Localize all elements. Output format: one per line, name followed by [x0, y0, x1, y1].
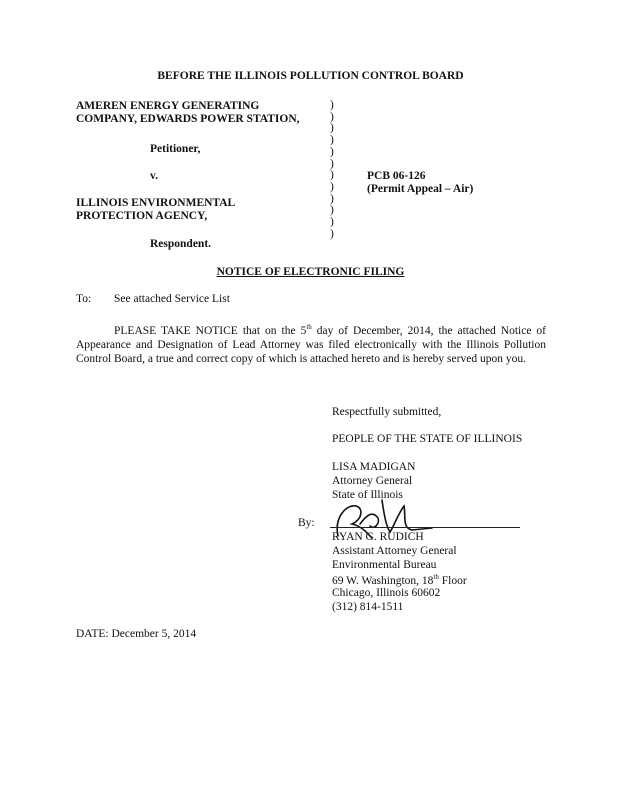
versus-label: v. [150, 170, 158, 182]
date-line: DATE: December 5, 2014 [76, 628, 197, 640]
notice-heading: NOTICE OF ELECTRONIC FILING [216, 266, 405, 278]
ag-name: LISA MADIGAN [332, 461, 416, 473]
petitioner-line-2: COMPANY, EDWARDS POWER STATION, [76, 113, 300, 125]
address-street: 69 W. Washington, 18th Floor [332, 573, 467, 587]
address-city: Chicago, Illinois 60602 [332, 587, 441, 599]
signer-bureau: Environmental Bureau [332, 559, 437, 571]
respondent-role: Respondent. [150, 238, 212, 250]
by-label: By: [298, 517, 315, 529]
page-title: BEFORE THE ILLINOIS POLLUTION CONTROL BOARD [157, 70, 464, 82]
closing: Respectfully submitted, [332, 406, 442, 418]
petitioner-role: Petitioner, [150, 143, 201, 155]
ag-title: Attorney General [332, 475, 413, 487]
to-label: To: [76, 293, 92, 305]
notice-body: PLEASE TAKE NOTICE that on the 5th day of December, 2014, the attached Notice of Appearance and Designation of Lead Attorney was filed electronically with the Illinois Pollution Control Board, a true and correct copy of which is attached hereto and is hereby served upon you. [76, 323, 547, 366]
signer-title: Assistant Attorney General [332, 545, 457, 557]
petitioner-line-1: AMEREN ENERGY GENERATING [76, 100, 260, 112]
signature-line [330, 527, 520, 528]
respondent-line-2: PROTECTION AGENCY, [76, 210, 208, 222]
respondent-line-1: ILLINOIS ENVIRONMENTAL [76, 197, 236, 209]
case-number: PCB 06-126 [367, 170, 426, 182]
case-type: (Permit Appeal – Air) [367, 183, 474, 195]
party-name: PEOPLE OF THE STATE OF ILLINOIS [332, 433, 523, 445]
signer-name: RYAN G. RUDICH [332, 531, 424, 543]
caption-parentheses: ) ) ) ) ) ) ) ) ) ) ) ) [330, 99, 334, 240]
to-value: See attached Service List [114, 293, 230, 305]
ag-state: State of Illinois [332, 489, 403, 501]
phone-number: (312) 814-1511 [332, 601, 404, 613]
